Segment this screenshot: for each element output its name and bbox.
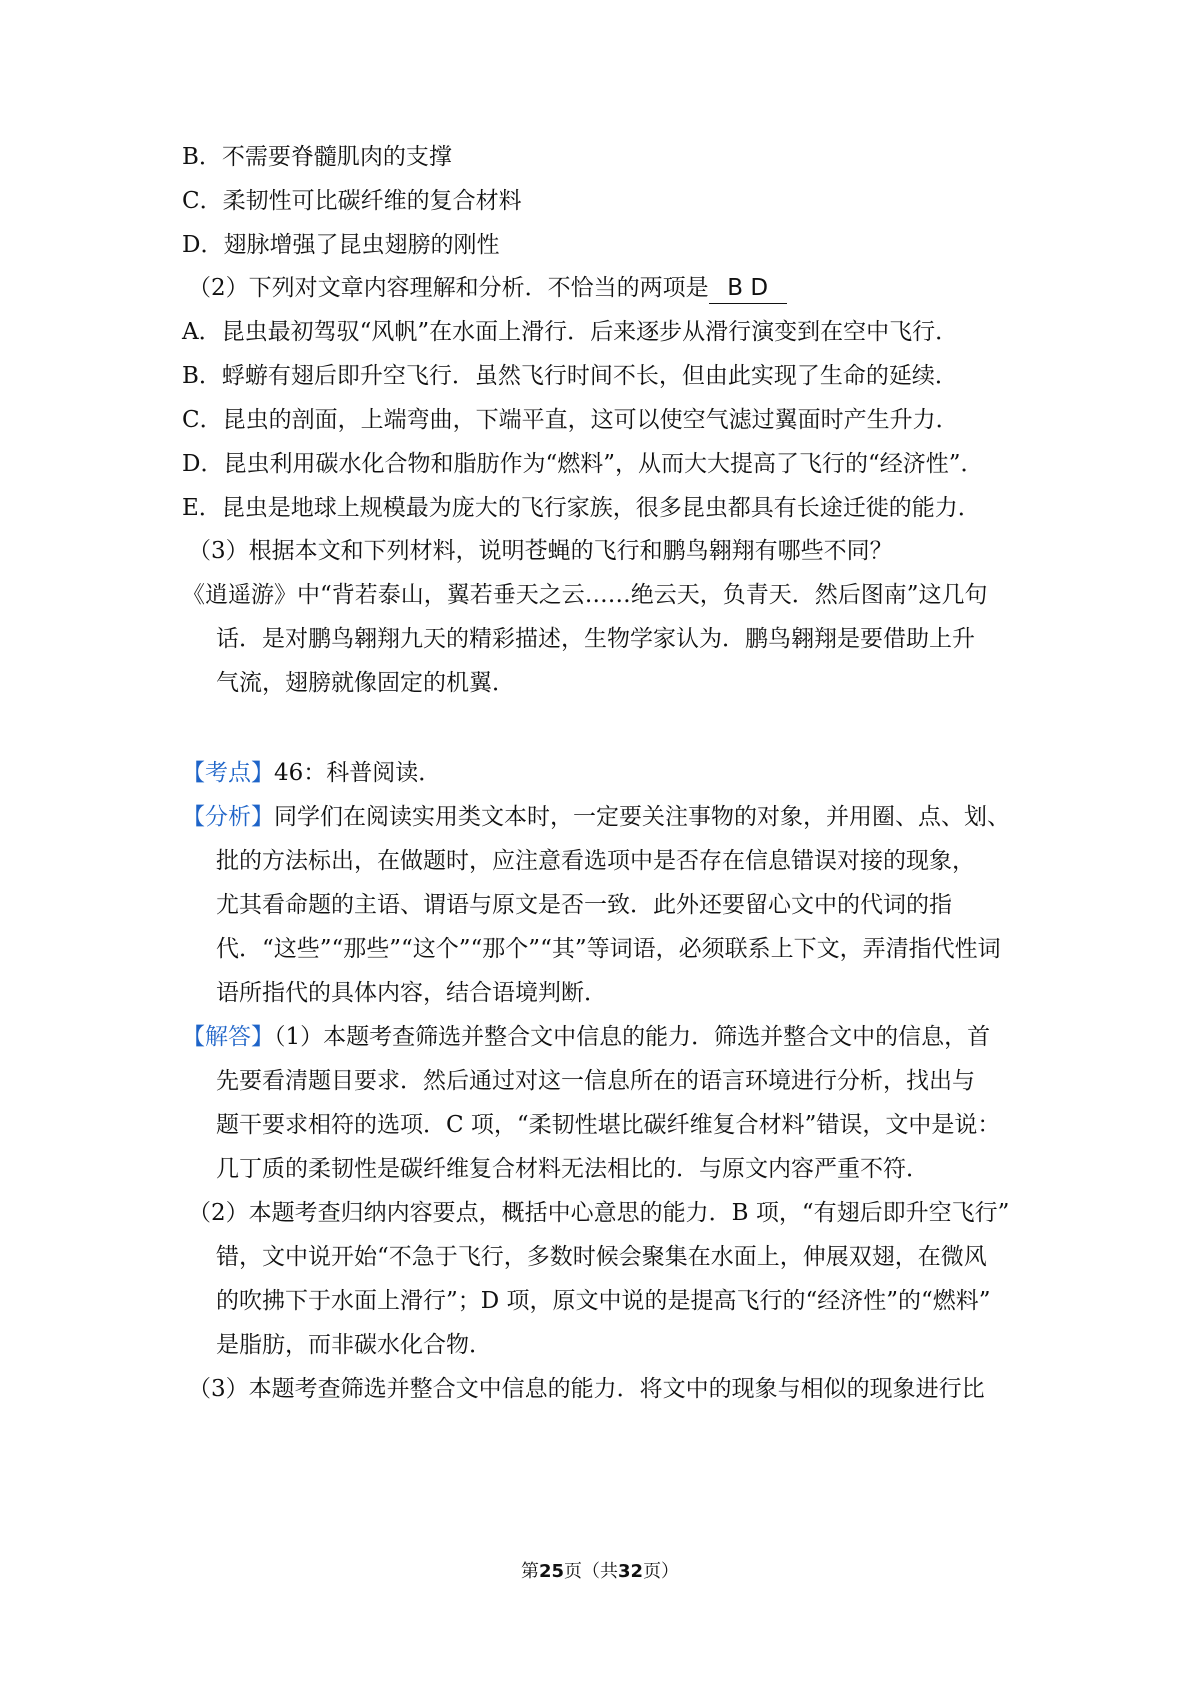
option-d: D．翅脉增强了昆虫翅膀的刚性 xyxy=(182,232,500,258)
q2-option-c: C．昆虫的剖面，上端弯曲，下端平直，这可以使空气滤过翼面时产生升力． xyxy=(182,407,959,433)
footer-prefix: 第 xyxy=(520,1561,539,1582)
jieda-p2-line-4: 是脂肪，而非碳水化合物． xyxy=(216,1332,492,1358)
fenxi-line-4: 代．“这些”“那些”“这个”“那个”“其”等词语，必须联系上下文，弄清指代性词 xyxy=(216,936,1001,962)
q2-option-d: D．昆虫利用碳水化合物和脂肪作为“燃料”，从而大大提高了飞行的“经济性”． xyxy=(182,451,984,477)
question-3-stem: （3）根据本文和下列材料，说明苍蝇的飞行和鹏鸟翱翔有哪些不同？ xyxy=(188,538,893,564)
fenxi-row xyxy=(182,802,1010,832)
fenxi-tag: 【分析】 xyxy=(182,804,274,830)
jieda-tag: 【解答】 xyxy=(182,1024,274,1050)
jieda-p1-line-3: 题干要求相符的选项．C 项，“柔韧性堪比碳纤维复合材料”错误，文中是说： xyxy=(216,1112,1001,1138)
fenxi-line-3: 尤其看命题的主语、谓语与原文是否一致．此外还要留心文中的代词的指 xyxy=(216,892,952,918)
jieda-row xyxy=(182,1022,990,1052)
option-b: B．不需要脊髓肌肉的支撑 xyxy=(182,144,452,170)
jieda-p2-line-2: 错，文中说开始“不急于飞行，多数时候会聚集在水面上，伸展双翅，在微风 xyxy=(216,1244,987,1270)
material-line-2: 话．是对鹏鸟翱翔九天的精彩描述，生物学家认为．鹏鸟翱翔是要借助上升 xyxy=(216,626,975,652)
q2-option-e: E．昆虫是地球上规模最为庞大的飞行家族，很多昆虫都具有长途迁徙的能力． xyxy=(182,495,981,521)
footer-total-pages: 32 xyxy=(618,1561,644,1582)
jieda-p1-line-4: 几丁质的柔韧性是碳纤维复合材料无法相比的．与原文内容严重不符． xyxy=(216,1156,929,1182)
footer-suffix: 页） xyxy=(643,1561,680,1582)
fenxi-line-2: 批的方法标出，在做题时，应注意看选项中是否存在信息错误对接的现象， xyxy=(216,848,975,874)
question-2-stem xyxy=(188,273,787,304)
fenxi-line-5: 语所指代的具体内容，结合语境判断． xyxy=(216,980,607,1006)
jieda-p1-line-1: （1）本题考查筛选并整合文中信息的能力．筛选并整合文中的信息，首 xyxy=(274,1024,991,1050)
kaodian-text: 46：科普阅读． xyxy=(274,760,442,786)
kaodian-row xyxy=(182,758,441,788)
answer-blank: B D xyxy=(709,273,787,304)
jieda-p1-line-2: 先要看清题目要求．然后通过对这一信息所在的语言环境进行分析，找出与 xyxy=(216,1068,975,1094)
fenxi-line-1: 同学们在阅读实用类文本时，一定要关注事物的对象，并用圈、点、划、 xyxy=(274,804,1010,830)
kaodian-tag: 【考点】 xyxy=(182,760,274,786)
option-c: C．柔韧性可比碳纤维的复合材料 xyxy=(182,188,522,214)
footer-page-number: 25 xyxy=(538,1561,564,1582)
q2-option-a: A．昆虫最初驾驭“风帆”在水面上滑行．后来逐步从滑行演变到在空中飞行． xyxy=(182,319,959,345)
footer-middle: 页（共 xyxy=(564,1561,618,1582)
jieda-p3-line-1: （3）本题考查筛选并整合文中信息的能力．将文中的现象与相似的现象进行比 xyxy=(188,1376,985,1402)
question-2-text: （2）下列对文章内容理解和分析．不恰当的两项是 xyxy=(188,275,709,301)
material-line-3: 气流，翅膀就像固定的机翼． xyxy=(216,670,515,696)
q2-option-b: B．蜉蝣有翅后即升空飞行．虽然飞行时间不长，但由此实现了生命的延续． xyxy=(182,363,958,389)
jieda-p2-line-1: （2）本题考查归纳内容要点，概括中心意思的能力．B 项，“有翅后即升空飞行” xyxy=(188,1200,1010,1226)
jieda-p2-line-3: 的吹拂下于水面上滑行”；D 项，原文中说的是提高飞行的“经济性”的“燃料” xyxy=(216,1288,991,1314)
page-footer xyxy=(0,1560,1200,1584)
material-line-1: 《逍遥游》中“背若泰山，翼若垂天之云……绝云天，负青天．然后图南”这几句 xyxy=(182,582,988,608)
